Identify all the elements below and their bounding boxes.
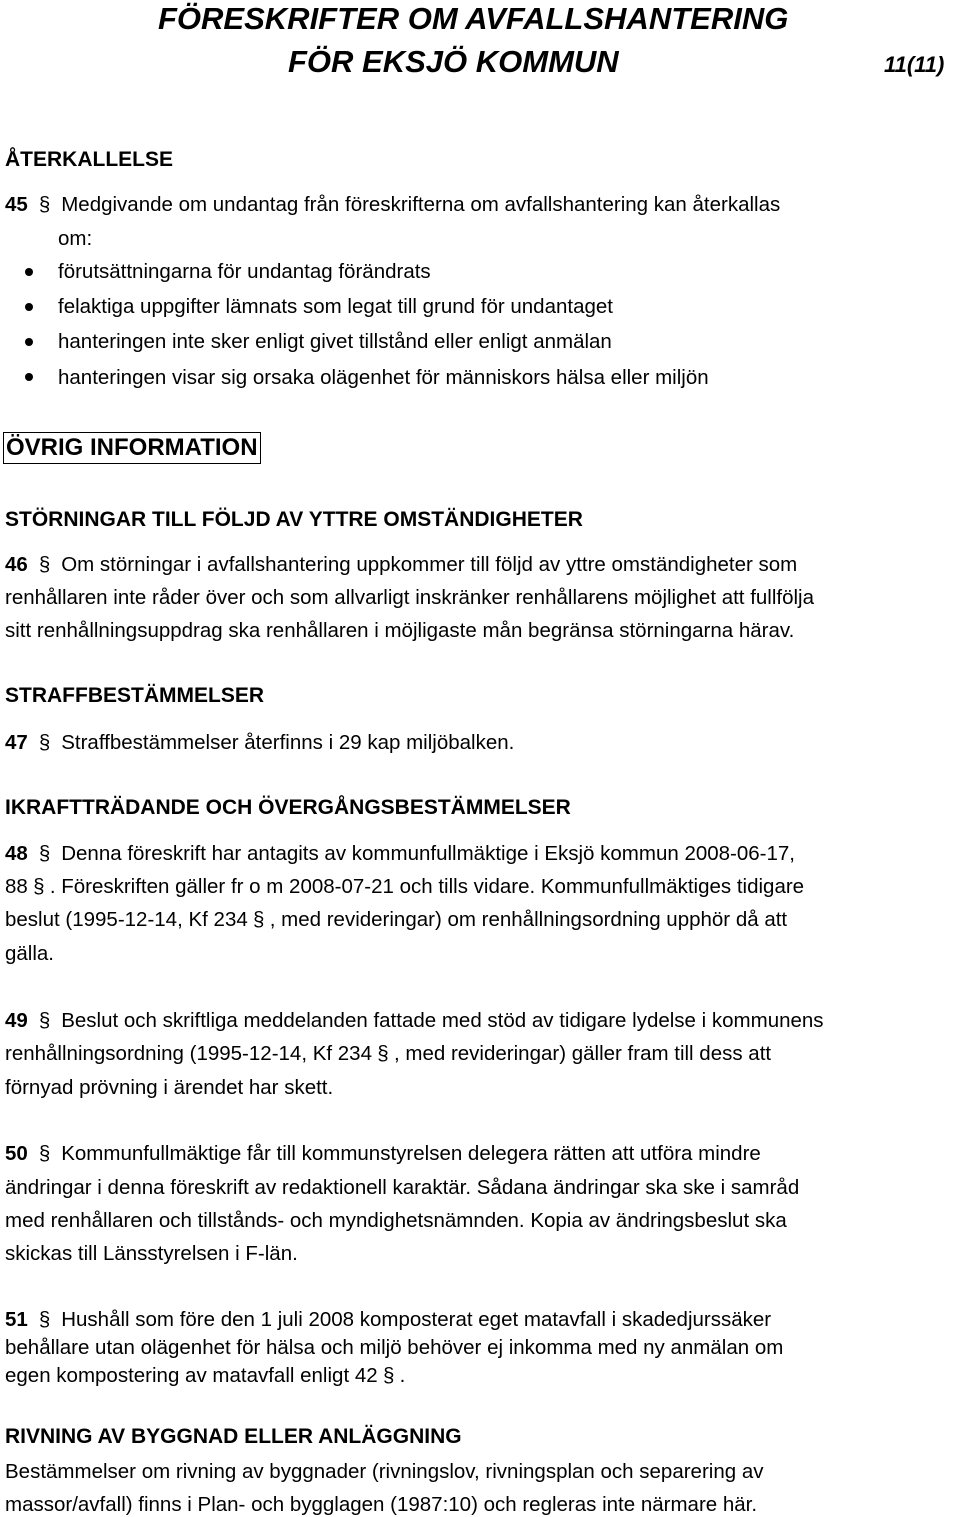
paragraph-47 [5,731,514,755]
paragraph-text: beslut (1995-12-14, Kf 234 [5,908,248,931]
paragraph-46-line2: renhållaren inte råder över och som allvarligt inskränker renhållarens möjlighet att fullfölja [5,586,815,609]
paragraph-text: renhållningsordning (1995-12-14, Kf 234 [5,1042,372,1065]
section-sign: § [38,193,51,216]
page-number: 11(11) [884,52,945,77]
paragraph-number: 48 [5,842,28,865]
section-sign: § [38,553,51,576]
paragraph-50 [5,1142,761,1166]
paragraph-49 [5,1009,824,1033]
paragraph-text: . [399,1364,406,1387]
paragraph-51 [5,1308,771,1332]
list-item: förutsättningarna för undantag förändrats [58,260,431,283]
list-item: hanteringen inte sker enligt givet tillstånd eller enligt anmälan [58,330,612,353]
paragraph-50-line3: med renhållaren och tillstånds- och myndighetsnämnden. Kopia av ändringsbeslut ska [5,1209,787,1232]
paragraph-46-line3: sitt renhållningsuppdrag ska renhållaren i möjligaste mån begränsa störningarna härav. [5,619,795,642]
section-heading-storningar: STÖRNINGAR TILL FÖLJD AV YTTRE OMSTÄNDIGHETER [5,508,583,531]
section-sign: § [38,842,51,865]
paragraph-49-line3: förnyad prövning i ärendet har skett. [5,1076,334,1099]
section-sign: § [38,1142,51,1165]
section-heading-ikraft: IKRAFTTRÄDANDE OCH ÖVERGÅNGSBESTÄMMELSER [5,796,571,819]
paragraph-48-line2 [5,875,804,899]
paragraph-text: 88 [5,875,28,898]
list-item: felaktiga uppgifter lämnats som legat till grund för undantaget [58,295,613,318]
paragraph-text: Straffbestämmelser återfinns i 29 kap miljöbalken. [61,731,515,754]
section-sign: § [33,875,45,898]
bullet-icon [25,373,33,381]
paragraph-text: . Föreskriften gäller fr o m 2008-07-21 och tills vidare. Kommunfullmäktiges tidigare [49,875,805,898]
paragraph-number: 49 [5,1009,28,1032]
section-sign: § [38,1009,51,1032]
paragraph-48-line3 [5,908,787,932]
paragraph-50-line4: skickas till Länsstyrelsen i F-län. [5,1242,298,1265]
list-item: hanteringen visar sig orsaka olägenhet för människors hälsa eller miljön [58,366,709,389]
paragraph-51-line2: behållare utan olägenhet för hälsa och miljö behöver ej inkomma med ny anmälan om [5,1336,784,1359]
paragraph-48 [5,842,795,866]
paragraph-51-line3 [5,1364,405,1388]
paragraph-45 [5,193,780,217]
paragraph-text: Hushåll som före den 1 juli 2008 komposterat eget matavfall i skadedjurssäker [61,1308,772,1331]
section-sign: § [38,1308,51,1331]
section-heading-straff: STRAFFBESTÄMMELSER [5,684,264,707]
paragraph-number: 46 [5,553,28,576]
paragraph-text: Medgivande om undantag från föreskrifterna om avfallshantering kan återkallas [61,193,781,216]
paragraph-number: 47 [5,731,28,754]
document-title-line2: FÖR EKSJÖ KOMMUN [288,44,619,79]
section-sign: § [377,1042,389,1065]
section-sign: § [382,1364,395,1387]
paragraph-49-line2 [5,1042,771,1066]
paragraph-text: , med revideringar) om renhållningsordning upphör då att [269,908,788,931]
paragraph-45-line2: om: [58,227,93,250]
rivning-line1: Bestämmelser om rivning av byggnader (rivningslov, rivningsplan och separering av [5,1460,764,1483]
paragraph-48-line4: gälla. [5,942,55,965]
paragraph-text: Om störningar i avfallshantering uppkommer till följd av yttre omständigheter som [61,553,798,576]
paragraph-text: egen kompostering av matavfall enligt 42 [5,1364,378,1387]
paragraph-text: , med revideringar) gäller fram till dess att [393,1042,772,1065]
section-heading-aterkallelse: ÅTERKALLELSE [5,148,173,171]
section-sign: § [253,908,265,931]
bullet-icon [25,338,33,346]
paragraph-number: 51 [5,1308,28,1331]
bullet-icon [25,303,33,311]
section-heading-ovrig-information: ÖVRIG INFORMATION [3,432,261,464]
paragraph-text: Beslut och skriftliga meddelanden fattade med stöd av tidigare lydelse i kommunens [61,1009,824,1032]
paragraph-number: 45 [5,193,28,216]
document-title-line1: FÖRESKRIFTER OM AVFALLSHANTERING [158,1,789,36]
section-heading-rivning: RIVNING AV BYGGNAD ELLER ANLÄGGNING [5,1425,462,1448]
paragraph-46 [5,553,797,577]
paragraph-50-line2: ändringar i denna föreskrift av redaktionell karaktär. Sådana ändringar ska ske i samråd [5,1176,800,1199]
paragraph-text: Kommunfullmäktige får till kommunstyrelsen delegera rätten att utföra mindre [61,1142,761,1165]
rivning-line2: massor/avfall) finns i Plan- och bygglagen (1987:10) och regleras inte närmare här. [5,1493,758,1516]
paragraph-number: 50 [5,1142,28,1165]
bullet-icon [25,268,33,276]
paragraph-text: Denna föreskrift har antagits av kommunfullmäktige i Eksjö kommun 2008-06-17, [61,842,796,865]
section-sign: § [38,731,51,754]
